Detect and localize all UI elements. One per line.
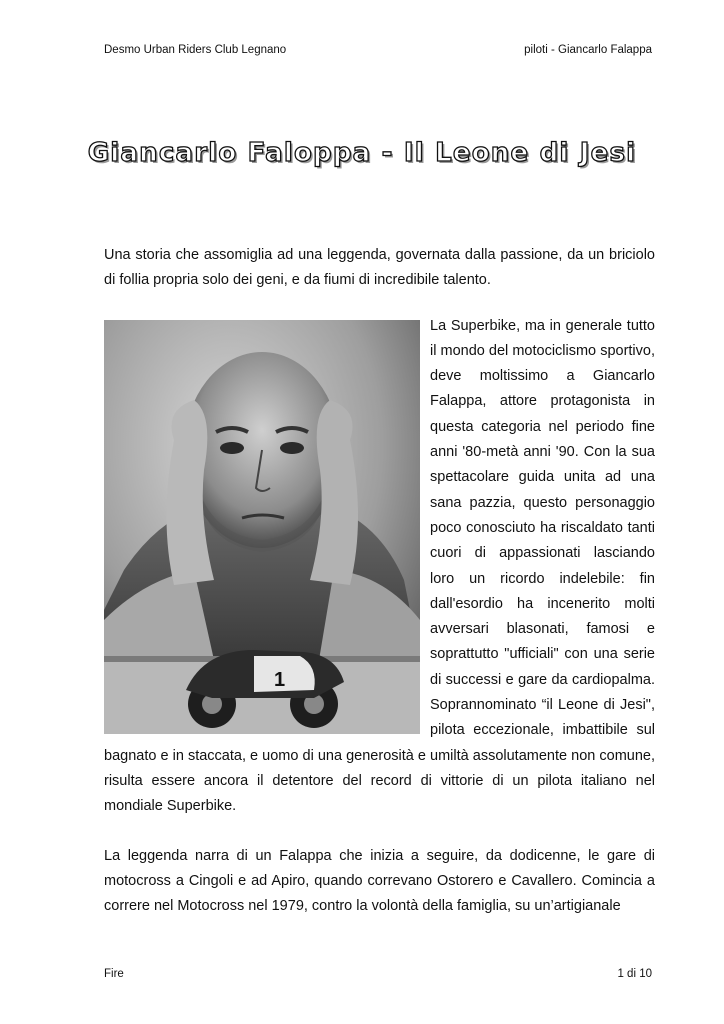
- third-paragraph: La leggenda narra di un Falappa che inizia a seguire, da dodicenne, le gare di motocross a Cingoli e ad Apiro, quando correvano Ostorero e Cavallero. Comincia a correre nel Motocross nel 1979, contro la volontà della famiglia, su un’artigianale: [104, 847, 655, 915]
- bike-number: 1: [274, 668, 286, 691]
- page-number: 1 di 10: [617, 968, 652, 980]
- page-title: Giancarlo Faloppa - Il Leone di Jesi: [87, 138, 637, 168]
- page-footer: [104, 968, 652, 980]
- page-header: [104, 44, 652, 56]
- intro-paragraph: Una storia che assomiglia ad una leggenda, governata dalla passione, da un briciolo di follia propria solo dei geni, e da fiumi di incredibile talento.: [104, 247, 655, 289]
- header-left: Desmo Urban Riders Club Legnano: [104, 44, 287, 56]
- main-paragraph: La Superbike, ma in generale tutto il mondo del motociclismo sportivo, deve moltissimo a Giancarlo Falappa, attore protagonista in questa categoria nel periodo fine anni '80-metà anni '90. Con la sua spettacolare guida unita ad una sana pazzia, questo personaggio poco conosciuto ha riscaldato tanti cuori di appassionati lasciando loro un ricordo indelebile: fin dall'esordio ha incenerito molti avversari blasonati, famosi e soprattutto "ufficiali" con una serie di successi e gare da cardiopalma. Soprannominato “il Leone di Jesi", pilota eccezionale, imbattibile sul bagnato e in staccata, e uomo di una generosità e umiltà assolutamente non comune, risulta essere ancora il detentore del record di vittorie di un pilota italiano nel mondiale Superbike.: [104, 317, 655, 815]
- footer-left: Fire: [104, 968, 124, 980]
- header-right: piloti - Giancarlo Falappa: [524, 44, 652, 56]
- portrait-photo: [104, 320, 420, 734]
- article-body: [104, 243, 655, 919]
